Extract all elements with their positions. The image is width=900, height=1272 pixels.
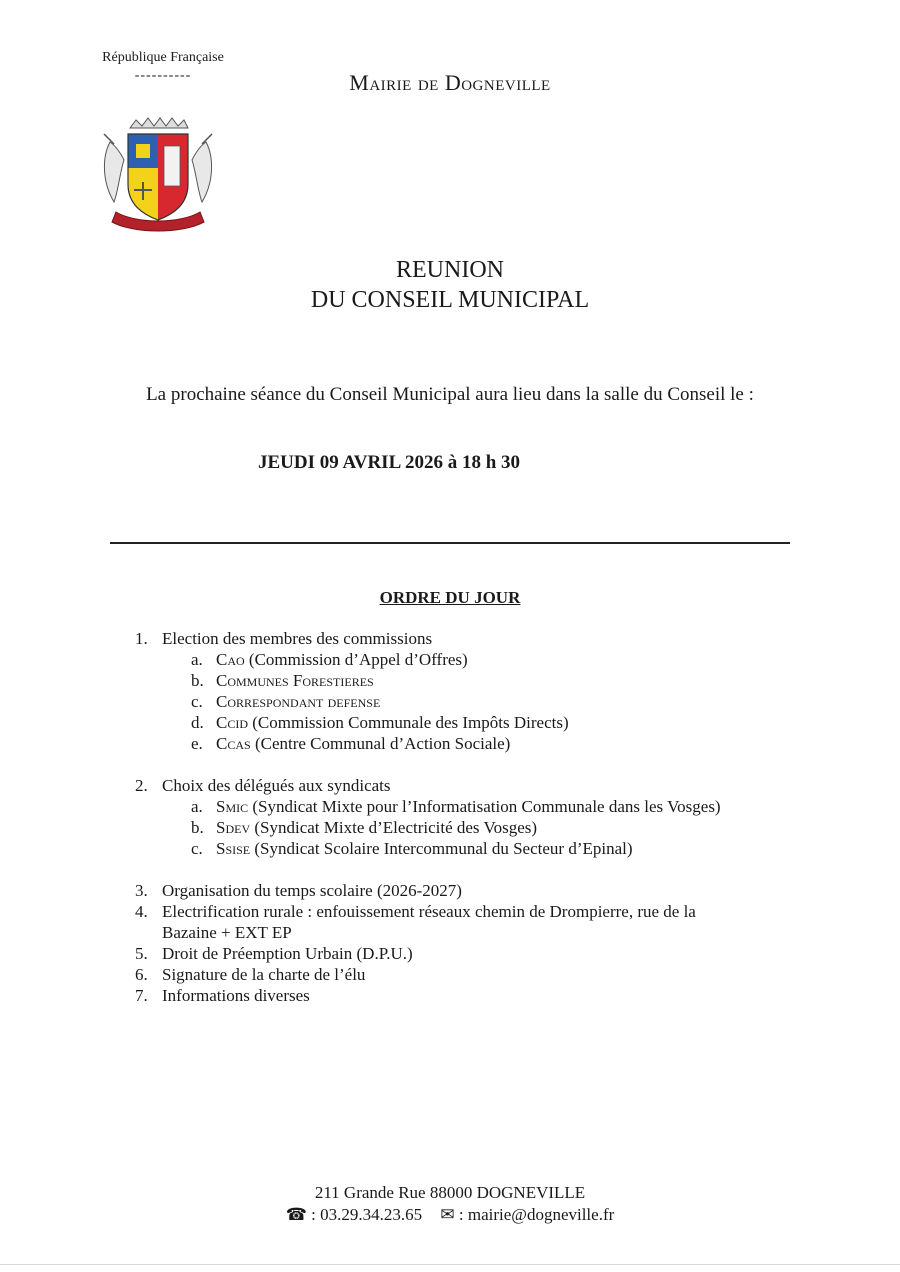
meeting-title (200, 255, 700, 315)
intro-text: La prochaine séance du Conseil Municipal aura lieu dans la salle du Conseil le : (146, 384, 754, 405)
agenda-subitem: c. Ssise (Syndicat Scolaire Intercommunal du Secteur d’Epinal) (191, 839, 633, 858)
republic-label: République Française (102, 50, 224, 65)
agenda-item-4: 4. Electrification rurale : enfouissement réseaux chemin de Drompierre, rue de la Bazaine + EXT EP (135, 902, 696, 942)
agenda-subitem: b. Communes Forestieres (191, 671, 374, 690)
agenda-item-3: 3. Organisation du temps scolaire (2026-2027) (135, 881, 462, 900)
agenda-item-2: 2. Choix des délégués aux syndicats (135, 776, 391, 795)
ordre-du-jour-heading: ORDRE DU JOUR (379, 588, 521, 607)
agenda-subitem: c. Correspondant defense (191, 692, 381, 711)
meeting-date: JEUDI 09 AVRIL 2026 à 18 h 30 (258, 452, 521, 473)
telephone-icon: ☎ (285, 1205, 307, 1224)
title-line-1: REUNION (396, 257, 504, 283)
mairie-title: Mairie de Dogneville (349, 70, 551, 95)
title-line-2: DU CONSEIL MUNICIPAL (310, 287, 590, 313)
agenda-item-6: 6. Signature de la charte de l’élu (135, 965, 366, 984)
republic-header (88, 49, 238, 85)
footer-phone: : 03.29.34.23.65 (311, 1205, 423, 1224)
republic-dashes: ---------- (134, 68, 192, 83)
agenda-item-5: 5. Droit de Préemption Urbain (D.P.U.) (135, 944, 413, 963)
footer-contact (200, 1204, 700, 1226)
agenda-item-7: 7. Informations diverses (135, 986, 310, 1005)
agenda-subitem: b. Sdev (Syndicat Mixte d’Electricité des Vosges) (191, 818, 538, 837)
agenda-subitem: e. Ccas (Centre Communal d’Action Sociale) (191, 734, 511, 753)
envelope-icon: ✉ (440, 1205, 455, 1224)
footer-address: 211 Grande Rue 88000 DOGNEVILLE (314, 1183, 586, 1202)
spacer (135, 859, 835, 880)
agenda-subitem: a. Smic (Syndicat Mixte pour l’Informatisation Communale dans les Vosges) (191, 797, 721, 816)
coat-of-arms-icon (96, 112, 220, 236)
agenda-subitem: a. Cao (Commission d’Appel d’Offres) (191, 650, 468, 669)
agenda-subitem: d. Ccid (Commission Communale des Impôts Directs) (191, 713, 569, 732)
agenda-list (135, 628, 835, 1006)
footer (200, 1182, 700, 1226)
divider (110, 542, 790, 544)
page-edge-line (0, 1264, 900, 1265)
spacer (135, 754, 835, 775)
agenda-item-1: 1. Election des membres des commissions (135, 629, 433, 648)
footer-email[interactable]: : mairie@dogneville.fr (458, 1205, 615, 1224)
